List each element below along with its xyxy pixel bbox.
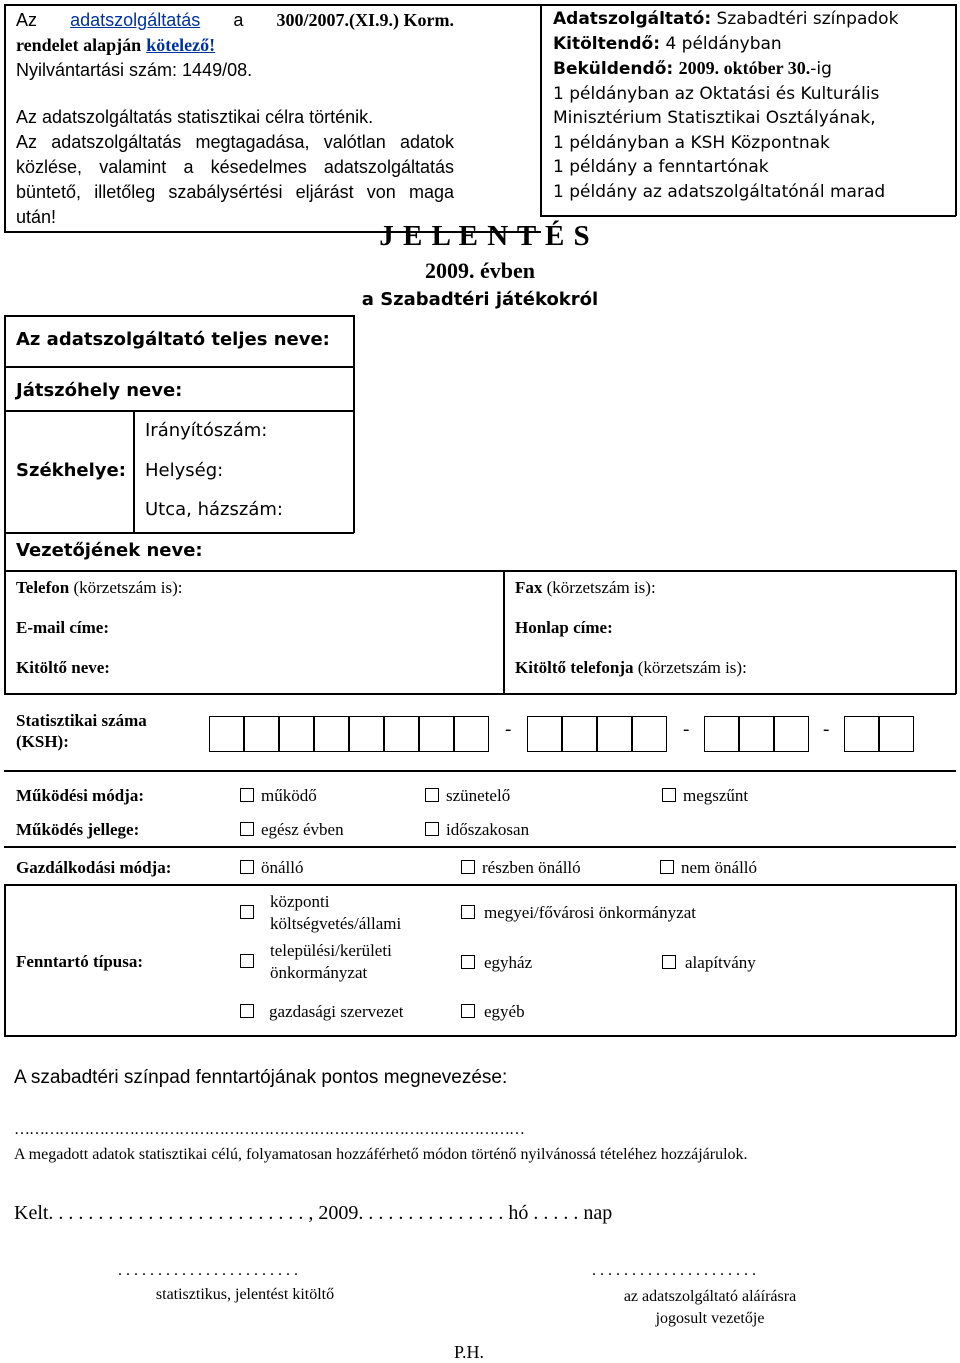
maintainer-name-dotted-field[interactable]: ………………………………………………………………………………………… <box>14 1121 524 1138</box>
seat-divider <box>133 410 135 533</box>
checkbox-icon[interactable] <box>461 860 475 874</box>
stat-digit-box[interactable] <box>209 716 244 752</box>
operation-type-label: Működés jellege: <box>16 820 140 839</box>
legal-link-adatszolgaltatas[interactable]: adatszolgáltatás <box>70 10 201 30</box>
legal-link-kotelezo[interactable]: kötelező! <box>146 35 216 55</box>
option-label: nem önálló <box>681 858 758 877</box>
option-label: működő <box>261 786 317 805</box>
report-title: J E L E N T É S <box>379 220 591 252</box>
option-label: időszakosan <box>446 820 530 839</box>
stamp-placeholder: P.H. <box>454 1342 485 1362</box>
signature-dots-right[interactable]: . . . . . . . . . . . . . . . . . . . . . <box>592 1262 756 1279</box>
option-business[interactable] <box>240 1002 404 1022</box>
option-suspended[interactable] <box>425 786 510 806</box>
phone-label <box>16 578 183 598</box>
form-top-line <box>4 315 354 317</box>
option-ceased[interactable] <box>662 786 748 806</box>
stat-number-label <box>16 710 147 752</box>
option-label: egyéb <box>484 1002 525 1021</box>
legal-regulation-cont: rendelet alapján <box>16 35 142 55</box>
signature-caption-left: statisztikus, jelentést kitöltő <box>155 1286 335 1303</box>
frame-right-top <box>955 4 957 216</box>
filler-name-label: Kitöltő neve: <box>16 658 110 677</box>
stat-digit-box[interactable] <box>527 716 562 752</box>
deadline-value: 2009. október 30. <box>678 58 811 78</box>
provider-value: Szabadtéri színpadok <box>716 9 899 29</box>
zip-label: Irányítószám: <box>145 420 268 441</box>
phone-label-rest: (körzetszám is): <box>73 578 183 597</box>
option-partly-independent[interactable] <box>461 858 581 878</box>
option-label: egyház <box>484 953 533 972</box>
frame-top <box>4 4 956 6</box>
stat-digit-box[interactable] <box>419 716 454 752</box>
option-county-municipality[interactable] <box>461 903 696 923</box>
maintainer-left <box>4 884 6 1036</box>
distribution-line: 1 példányban a KSH Központnak <box>553 132 830 153</box>
email-label: E-mail címe: <box>16 618 109 637</box>
stat-separator: - <box>823 719 830 740</box>
checkbox-icon[interactable] <box>240 822 254 836</box>
checkbox-icon[interactable] <box>662 955 676 969</box>
option-church[interactable] <box>461 953 532 973</box>
checkbox-icon[interactable] <box>660 860 674 874</box>
frame-left-top <box>4 4 6 232</box>
stat-bottom <box>4 770 956 772</box>
option-working[interactable] <box>240 786 317 806</box>
deadline-suffix: -ig <box>810 59 832 79</box>
checkbox-icon[interactable] <box>240 905 254 919</box>
statistical-purpose: Az adatszolgáltatás statisztikai célra történik. <box>16 107 374 127</box>
fax-label-bold: Fax <box>515 578 543 597</box>
stat-digit-box[interactable] <box>774 716 809 752</box>
provider-info <box>553 7 953 204</box>
distribution-line: 1 példány a fenntartónak <box>553 157 769 177</box>
option-seasonal[interactable] <box>425 820 529 840</box>
row-line-2 <box>4 410 354 412</box>
maintainer-name-label: A szabadtéri színpad fenntartójának pontos megnevezése: <box>14 1067 508 1088</box>
option-local-municipality[interactable] <box>270 940 392 984</box>
management-label: Gazdálkodási módja: <box>16 858 172 877</box>
option-label: önálló <box>261 858 304 877</box>
stat-digit-box[interactable] <box>279 716 314 752</box>
signature-caption-right <box>565 1286 855 1330</box>
option-other[interactable] <box>461 1002 525 1022</box>
checkbox-icon[interactable] <box>461 955 475 969</box>
report-year: 2009. évben <box>425 258 535 283</box>
legal-line1-mid: a <box>233 10 244 30</box>
checkbox-icon[interactable] <box>425 788 439 802</box>
option-label: megyei/fővárosi önkormányzat <box>484 903 696 922</box>
checkbox-icon[interactable] <box>461 1004 475 1018</box>
signature-caption-right-2: jogosult vezetője <box>655 1310 765 1327</box>
option-label: költségvetés/állami <box>270 914 402 933</box>
operation-mode-label: Működési módja: <box>16 786 144 805</box>
stat-separator: - <box>505 719 512 740</box>
venue-label: Játszóhely neve: <box>16 380 183 401</box>
date-line[interactable]: Kelt. . . . . . . . . . . . . . . . . . . . . . . . . . , 2009. . . . . . . . . . . . . . . hó . . . . . nap <box>14 1202 613 1224</box>
option-all-year[interactable] <box>240 820 344 840</box>
registration-number: Nyilvántartási szám: 1449/08. <box>16 60 253 80</box>
provider-label: Adatszolgáltató: <box>553 9 712 29</box>
legal-regulation: 300/2007.(XI.9.) Korm. <box>276 10 454 30</box>
checkbox-icon[interactable] <box>240 788 254 802</box>
website-label: Honlap címe: <box>515 618 613 637</box>
option-label: szünetelő <box>446 786 511 805</box>
maintainer-right <box>955 884 957 1036</box>
checkbox-icon[interactable] <box>662 788 676 802</box>
city-label: Helység: <box>145 460 224 481</box>
stat-digit-box[interactable] <box>632 716 667 752</box>
distribution-line: 1 példányban az Oktatási és Kulturális <box>553 83 880 104</box>
option-label: önkormányzat <box>270 963 368 982</box>
form-left-border <box>4 315 6 693</box>
distribution-line: Minisztérium Statisztikai Osztályának, <box>553 108 876 128</box>
contact-mid-divider <box>503 570 505 694</box>
legal-line1-pre: Az <box>16 10 38 30</box>
checkbox-icon[interactable] <box>240 860 254 874</box>
form-right-border <box>353 315 355 533</box>
filler-phone-label-rest: (körzetszám is): <box>637 658 747 677</box>
option-label: megszűnt <box>683 786 749 805</box>
seat-bottom <box>4 532 354 534</box>
stat-digit-box[interactable] <box>314 716 349 752</box>
phone-label-bold: Telefon <box>16 578 70 597</box>
option-not-independent[interactable] <box>660 858 757 878</box>
stat-digit-box[interactable] <box>349 716 384 752</box>
maintainer-type-label: Fenntartó típusa: <box>16 952 144 971</box>
provider-box-bottom <box>540 215 956 217</box>
stat-digit-box[interactable] <box>844 716 879 752</box>
checkbox-icon[interactable] <box>425 822 439 836</box>
checkbox-icon[interactable] <box>461 905 475 919</box>
stat-digit-box[interactable] <box>454 716 489 752</box>
option-central-budget[interactable] <box>270 891 401 935</box>
leader-bottom <box>4 570 956 572</box>
seat-label: Székhelye: <box>16 460 126 481</box>
filler-phone-label-bold: Kitöltő telefonja <box>515 658 634 677</box>
option-label: alapítvány <box>685 953 756 972</box>
stat-digit-box[interactable] <box>384 716 419 752</box>
provider-name-label: Az adatszolgáltató teljes neve: <box>16 329 330 350</box>
checkbox-icon[interactable] <box>240 954 254 968</box>
stat-digit-box[interactable] <box>597 716 632 752</box>
option-label: részben önálló <box>482 858 581 877</box>
legal-notice <box>16 8 454 230</box>
report-subject: a Szabadtéri játékokról <box>361 289 599 310</box>
stat-digit-box[interactable] <box>562 716 597 752</box>
stat-digit-box[interactable] <box>739 716 774 752</box>
filler-phone-label <box>515 658 747 678</box>
copies-value: 4 példányban <box>665 33 782 54</box>
stat-digit-box[interactable] <box>244 716 279 752</box>
maintainer-bottom <box>4 1035 956 1037</box>
fax-label-rest: (körzetszám is): <box>546 578 656 597</box>
distribution-line: 1 példány az adatszolgáltatónál marad <box>553 181 886 202</box>
option-label: központi <box>270 892 330 911</box>
provider-box-left <box>540 4 542 216</box>
stat-digit-box[interactable] <box>879 716 914 752</box>
contact-bottom <box>4 693 956 695</box>
contact-right-border <box>955 570 957 694</box>
option-label: települési/kerületi <box>270 941 392 960</box>
row-line-1 <box>4 366 354 368</box>
copies-label: Kitöltendő: <box>553 33 661 54</box>
stat-number-label-1: Statisztikai száma <box>16 711 147 730</box>
fax-label <box>515 578 656 598</box>
stat-number-label-2: (KSH): <box>16 732 69 751</box>
deadline-label: Beküldendő: <box>553 59 674 79</box>
consent-statement: A megadott adatok statisztikai célú, folyamatosan hozzáférhető módon történő nyilvánossá tételéhez hozzájárulok. <box>14 1146 748 1163</box>
option-label: egész évben <box>261 820 344 839</box>
option-independent[interactable] <box>240 858 304 878</box>
mode-bottom <box>4 846 956 848</box>
signature-dots-left[interactable]: . . . . . . . . . . . . . . . . . . . . . . . <box>118 1262 298 1279</box>
street-label: Utca, házszám: <box>145 499 283 520</box>
stat-separator: - <box>683 719 690 740</box>
option-foundation[interactable] <box>662 953 756 973</box>
leader-label: Vezetőjének neve: <box>16 540 203 561</box>
option-label: gazdasági szervezet <box>269 1002 404 1021</box>
stat-digit-box[interactable] <box>704 716 739 752</box>
management-bottom <box>4 884 956 886</box>
checkbox-icon[interactable] <box>240 1004 254 1018</box>
signature-caption-right-1: az adatszolgáltató aláírásra <box>623 1288 797 1305</box>
legal-warning: Az adatszolgáltatás megtagadása, valótlan adatok közlése, valamint a késedelmes adatszolgáltatás büntető, illetőleg szabálysértési eljárást von maga után! <box>16 132 454 227</box>
